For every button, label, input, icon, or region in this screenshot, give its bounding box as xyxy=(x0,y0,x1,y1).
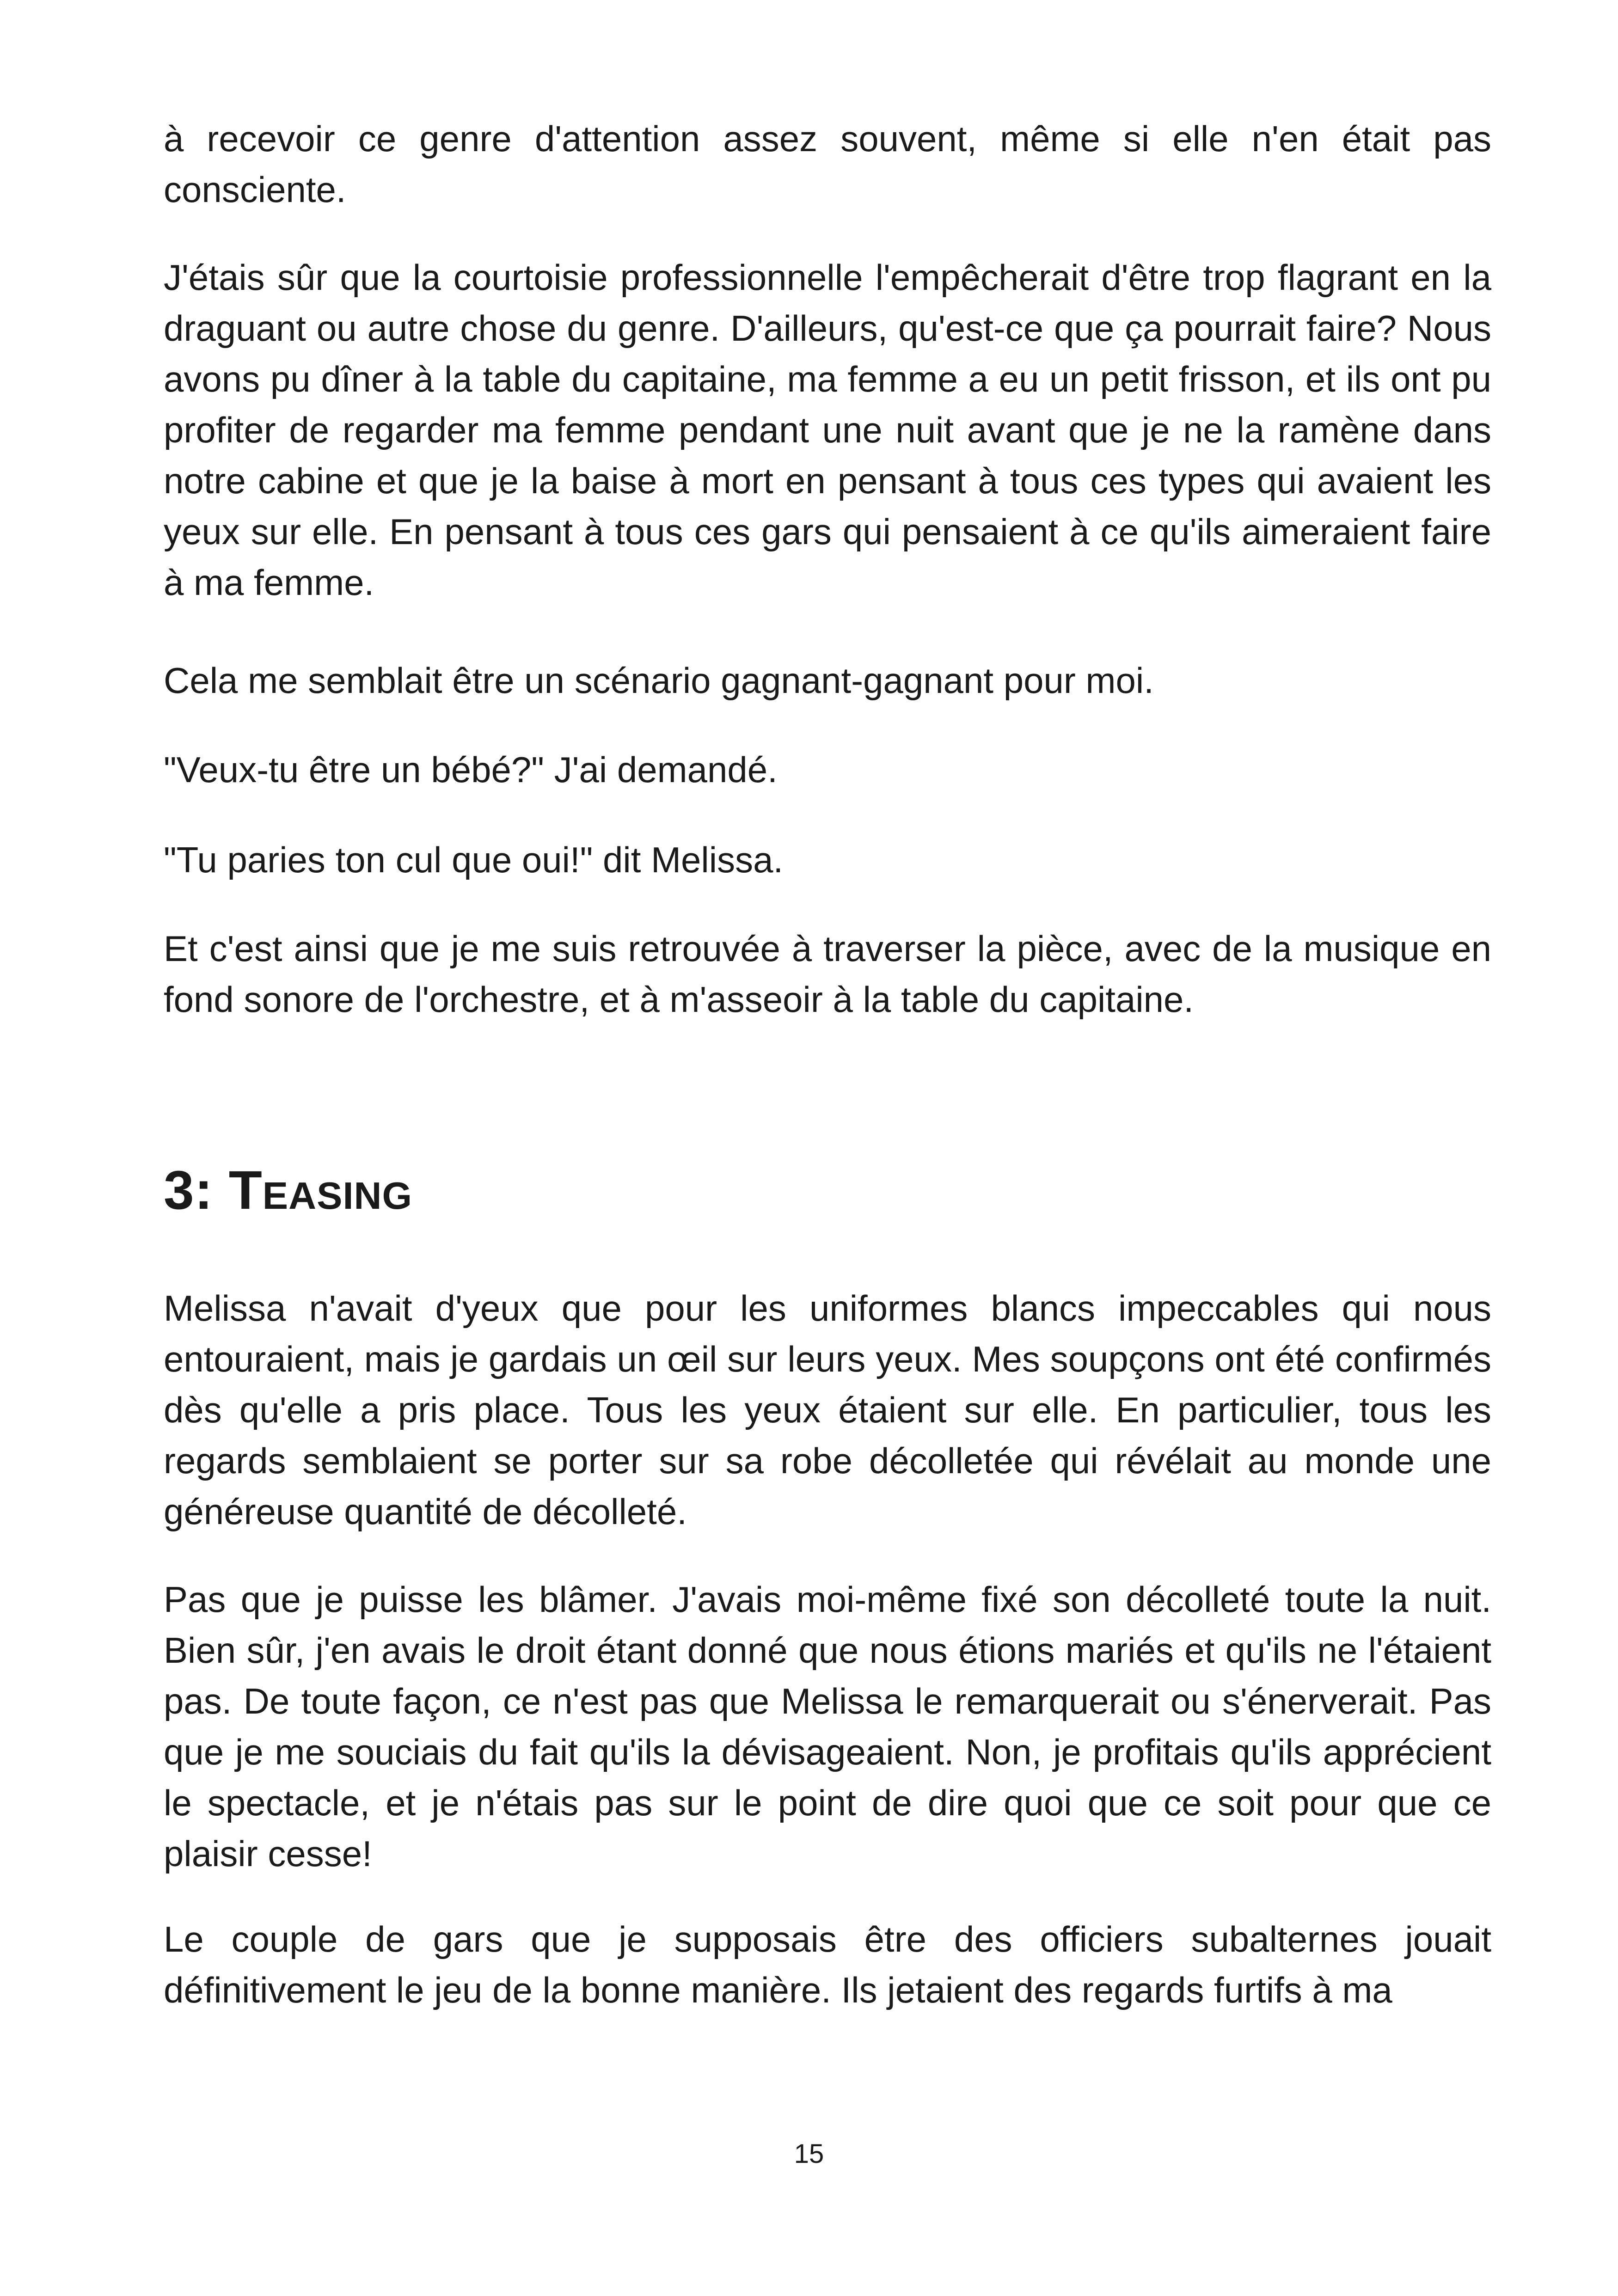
section-heading xyxy=(164,1158,412,1223)
paragraph-6: Et c'est ainsi que je me suis retrouvée à traverser la pièce, avec de la musique en fond sonore de l'orchestre, et à m'asseoir à la table du capitaine. xyxy=(164,928,1491,1020)
paragraph-1: à recevoir ce genre d'attention assez souvent, même si elle n'en était pas consciente. xyxy=(164,118,1491,210)
section-title: Teasing xyxy=(228,1160,413,1221)
paragraph-2: J'étais sûr que la courtoisie professionnelle l'empêcherait d'être trop flagrant en la draguant ou autre chose du genre. D'ailleurs, qu'est-ce que ça pourrait faire? Nous avons pu dîner à la table du capitaine, ma femme a eu un petit frisson, et ils ont pu profiter de regarder ma femme pendant une nuit avant que je ne la ramène dans notre cabine et que je la baise à mort en pensant à tous ces types qui avaient les yeux sur elle. En pensant à tous ces gars qui pensaient à ce qu'ils aimeraient faire à ma femme. xyxy=(164,257,1491,603)
paragraph-5: "Tu paries ton cul que oui!" dit Melissa. xyxy=(164,839,784,880)
paragraph-4: "Veux-tu être un bébé?" J'ai demandé. xyxy=(164,749,778,790)
paragraph-7: Melissa n'avait d'yeux que pour les uniformes blancs impeccables qui nous entouraient, mais je gardais un œil sur leurs yeux. Mes soupçons ont été confirmés dès qu'elle a pris place. Tous les yeux étaient sur elle. En particulier, tous les regards semblaient se porter sur sa robe décolletée qui révélait au monde une généreuse quantité de décolleté. xyxy=(164,1288,1491,1532)
paragraph-9: Le couple de gars que je supposais être des officiers subalternes jouait définitivement le jeu de la bonne manière. Ils jetaient des regards furtifs à ma xyxy=(164,1919,1491,2010)
paragraph-3: Cela me semblait être un scénario gagnant-gagnant pour moi. xyxy=(164,660,1154,701)
section-number: 3: xyxy=(164,1160,229,1221)
page-number: 15 xyxy=(794,2139,824,2169)
paragraph-8: Pas que je puisse les blâmer. J'avais moi-même fixé son décolleté toute la nuit. Bien sûr, j'en avais le droit étant donné que nous étions mariés et qu'ils ne l'étaient pas. De toute façon, ce n'est pas que Melissa le remarquerait ou s'énerverait. Pas que je me souciais du fait qu'ils la dévisageaient. Non, je profitais qu'ils apprécient le spectacle, et je n'étais pas sur le point de dire quoi que ce soit pour que ce plaisir cesse! xyxy=(164,1579,1491,1874)
